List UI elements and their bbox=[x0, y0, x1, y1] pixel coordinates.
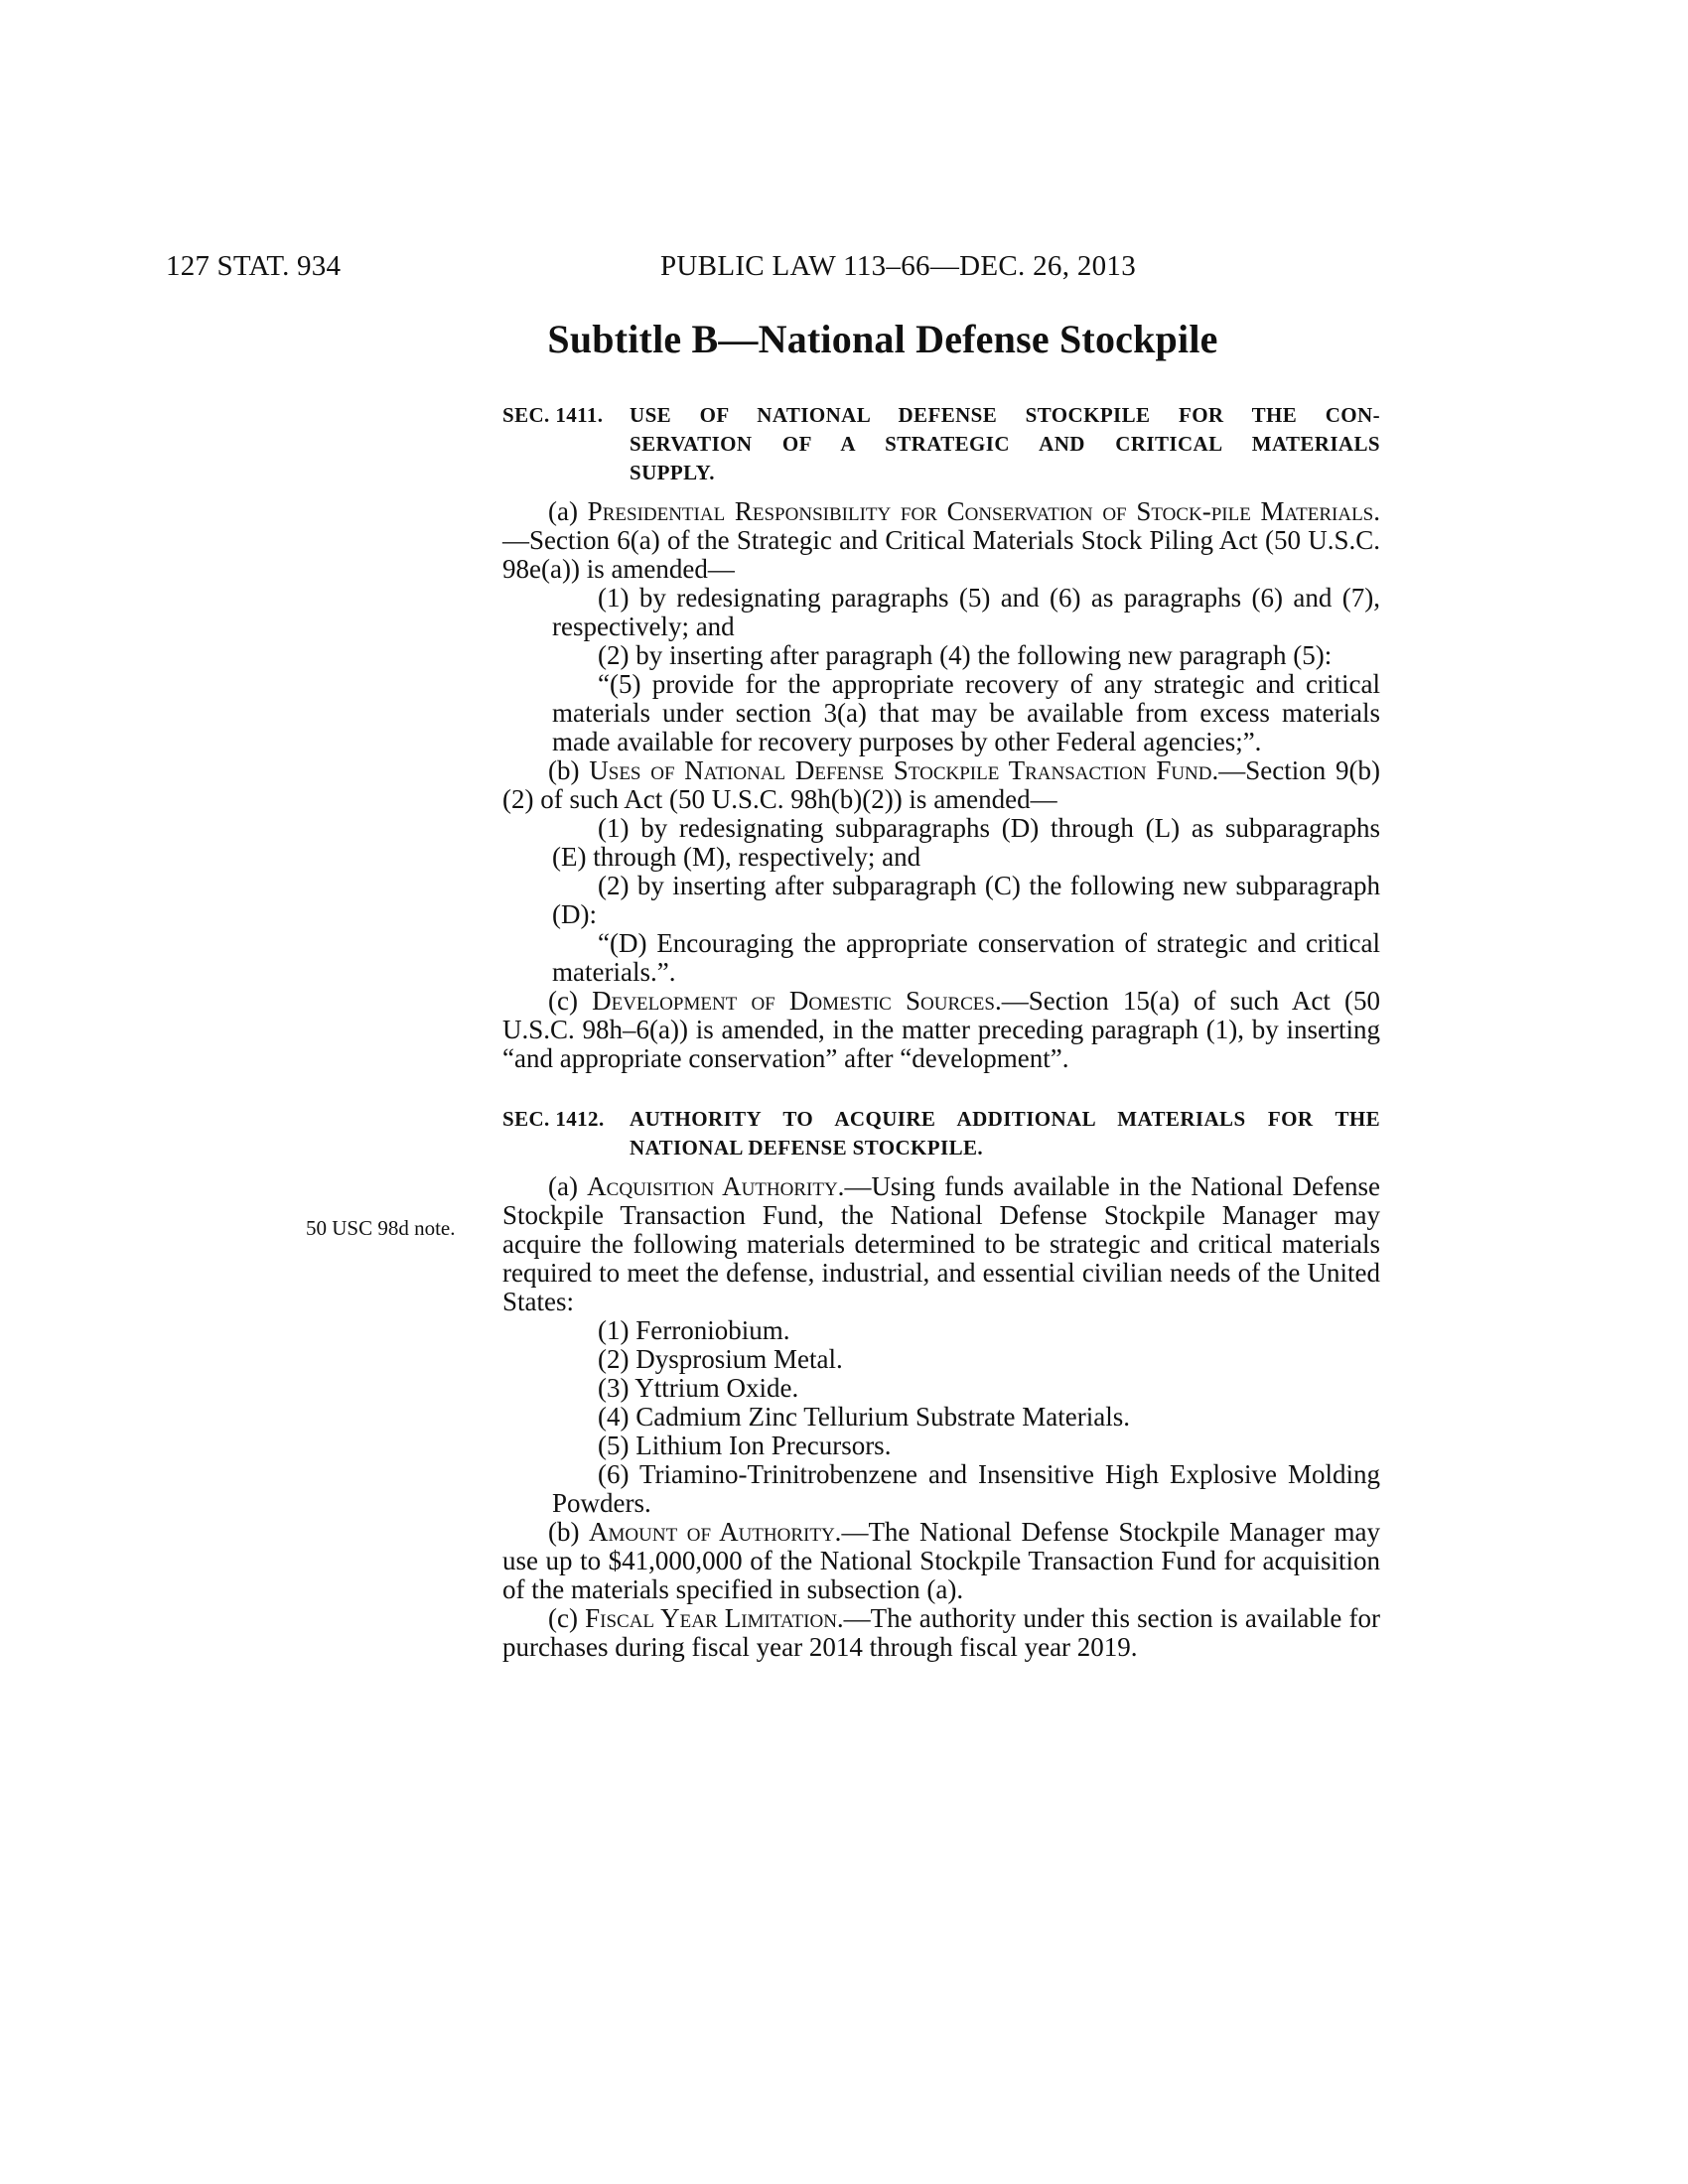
quoted-paragraph: “(D) Encouraging the appropriate conservation of strategic and critical materials.”. bbox=[552, 928, 1380, 987]
subsection-heading: Amount of Authority. bbox=[589, 1517, 842, 1547]
subsection-a bbox=[502, 497, 1380, 584]
subsection-label: (b) bbox=[548, 1517, 580, 1547]
subsection-text: —The authority under this section is available for purchases during fiscal year 2014 through fiscal year 2019. bbox=[502, 1603, 1380, 1662]
section-title-line: SERVATION OF A STRATEGIC AND CRITICAL MATERIALS bbox=[630, 432, 1380, 456]
paragraph-2: (2) by inserting after subparagraph (C) the following new subparagraph (D): bbox=[552, 871, 1380, 929]
subsection-label: (b) bbox=[548, 755, 580, 785]
subsection-heading: Development of Domestic Sources. bbox=[592, 986, 1002, 1016]
statute-page-number: 127 STAT. 934 bbox=[166, 250, 342, 282]
paragraph-2: (2) by inserting after paragraph (4) the following new paragraph (5): bbox=[598, 640, 1333, 670]
section-1412-heading bbox=[502, 1105, 1380, 1162]
public-law-header: PUBLIC LAW 113–66—DEC. 26, 2013 bbox=[660, 250, 1137, 282]
subsection-b bbox=[502, 756, 1380, 814]
subsection-text: —Section 15(a) of such Act (50 U.S.C. 98h–6(a)) is amended, in the matter preceding paragraph (1), by inserting “and appropriate conservation” after “development”. bbox=[502, 986, 1380, 1073]
list-item: (4) Cadmium Zinc Tellurium Substrate Materials. bbox=[598, 1402, 1131, 1432]
list-item: (6) Triamino-Trinitrobenzene and Insensitive High Explosive Molding Powders. bbox=[552, 1459, 1380, 1518]
section-1411-heading bbox=[502, 401, 1380, 487]
paragraph-1: (1) by redesignating subparagraphs (D) through (L) as subparagraphs (E) through (M), respectively; and bbox=[552, 813, 1380, 872]
subsection-b bbox=[502, 1518, 1380, 1604]
subsection-label: (c) bbox=[548, 1603, 578, 1633]
section-number: SEC. 1411. bbox=[502, 403, 604, 427]
subsection-heading: Fiscal Year Limitation. bbox=[585, 1603, 844, 1633]
section-title-line: NATIONAL DEFENSE STOCKPILE. bbox=[630, 1136, 984, 1160]
subsection-c bbox=[502, 987, 1380, 1073]
subsection-text: —The National Defense Stockpile Manager may use up to $41,000,000 of the National Stockpile Transaction Fund for acquisition of the materials specified in subsection (a). bbox=[502, 1517, 1380, 1604]
subsection-text: —Using funds available in the National Defense Stockpile Transaction Fund, the National Defense Stockpile Manager may acquire the following materials determined to be strategic and critical materials required to meet the defense, industrial, and essential civilian needs of the United States: bbox=[502, 1171, 1380, 1316]
subsection-heading: Presidential Responsibility for Conservation of Stock-pile Materials. bbox=[587, 496, 1380, 526]
subsection-heading: Acquisition Authority. bbox=[587, 1171, 845, 1201]
section-title-line: AUTHORITY TO ACQUIRE ADDITIONAL MATERIALS FOR THE bbox=[630, 1107, 1380, 1131]
margin-note: 50 USC 98d note. bbox=[306, 1216, 456, 1240]
section-number: SEC. 1412. bbox=[502, 1107, 605, 1131]
quoted-paragraph: “(5) provide for the appropriate recovery of any strategic and critical materials under section 3(a) that may be available from excess materials made available for recovery purposes by other Federal agencies;”. bbox=[552, 669, 1380, 756]
subsection-label: (c) bbox=[548, 986, 578, 1016]
subsection-a bbox=[502, 1172, 1380, 1316]
subsection-c bbox=[502, 1604, 1380, 1662]
section-title-line: SUPPLY. bbox=[630, 461, 715, 484]
main-text bbox=[502, 401, 1380, 1662]
paragraph-1: (1) by redesignating paragraphs (5) and (6) as paragraphs (6) and (7), respectively; and bbox=[552, 583, 1380, 641]
subsection-text: —Section 9(b)(2) of such Act (50 U.S.C. 98h(b)(2)) is amended— bbox=[502, 755, 1380, 814]
subtitle-heading: Subtitle B—National Defense Stockpile bbox=[547, 317, 1218, 361]
list-item: (3) Yttrium Oxide. bbox=[598, 1373, 799, 1403]
subsection-label: (a) bbox=[548, 1171, 578, 1201]
list-item: (1) Ferroniobium. bbox=[598, 1315, 790, 1345]
subsection-heading: Uses of National Defense Stockpile Transaction Fund. bbox=[589, 755, 1219, 785]
subsection-text: —Section 6(a) of the Strategic and Critical Materials Stock Piling Act (50 U.S.C. 98e(a)) is amended— bbox=[502, 525, 1380, 584]
section-title-line: USE OF NATIONAL DEFENSE STOCKPILE FOR THE CON- bbox=[630, 403, 1380, 427]
list-item: (2) Dysprosium Metal. bbox=[598, 1344, 843, 1374]
list-item: (5) Lithium Ion Precursors. bbox=[598, 1431, 892, 1460]
subsection-label: (a) bbox=[548, 496, 578, 526]
